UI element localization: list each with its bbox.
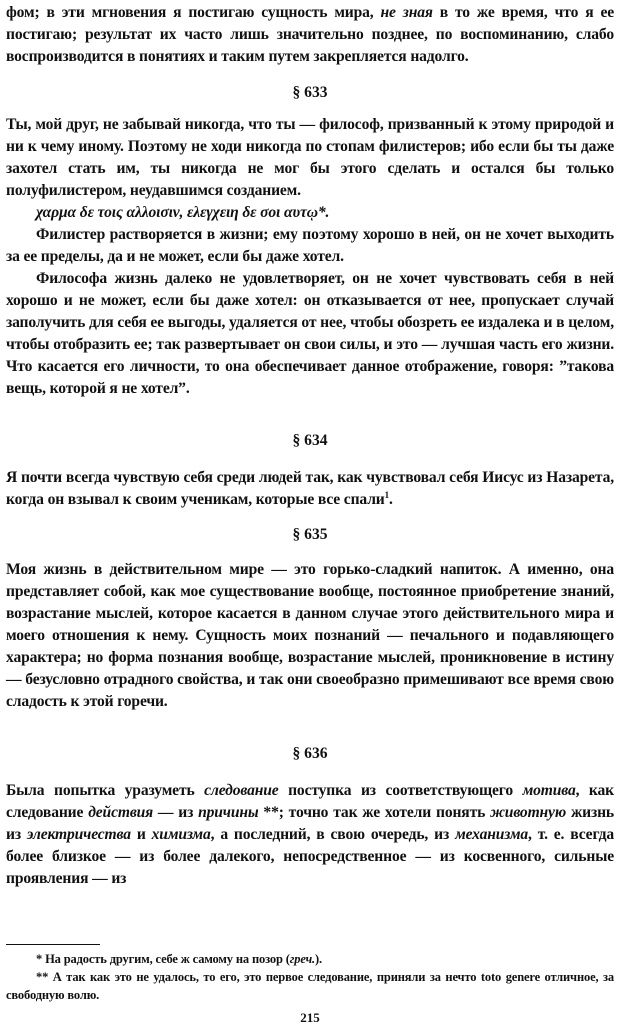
italic-run: причины <box>198 804 259 821</box>
italic-run: не зная <box>380 4 433 21</box>
italic-run: механизма <box>455 826 529 843</box>
page-body <box>6 2 614 890</box>
text-run: Филистер растворяется в жизни; ему поэтому хорошо в ней, он не хочет выходить за ее пределы, да и не может, если бы даже хотел. <box>6 226 614 265</box>
italic-run: химизма <box>151 826 211 843</box>
text-run: жизнь из <box>6 804 615 843</box>
text-run: Моя жизнь в действительном мире — это горько-сладкий напиток. А именно, она представляет собой, как мое существование вообще, постоянное приобретение знаний, возрастание мыслей, которое касается в данном случае этого действительного мира и моего отношения к нему. Сущность моих познаний — печального и подавляющего характера; но форма познания вообще, возрастание мыслей, проникновение в истину — безусловно отрадного свойства, и так они своеобразно примешивают все время свою сладость к этой горечи. <box>6 561 614 710</box>
page-number: 215 <box>300 1010 320 1025</box>
paragraph-633-1 <box>6 114 614 202</box>
footnote-2 <box>6 968 614 1004</box>
paragraph-intro <box>6 2 614 68</box>
text-run: Ты, мой друг, не забывай никогда, что ты — философ, призванный к этому природой и ни к чему иному. Поэтому не ходи никогда по стопам филистеров; ибо если бы ты даже захотел стать им, ты никогда не мог бы этого сделать и остался бы только полуфилистером, неудавшимся созданием. <box>6 116 614 199</box>
text-run: поступка из соответствующего <box>278 782 523 799</box>
text-run: ** А так как это не удалось, то его, это первое следование, приняли за нечто toto genere отличное, за свободную волю. <box>6 970 614 1002</box>
italic-run: следование <box>204 782 279 799</box>
text-run: , т. е. всегда более близкое — из более далекого, непосредственное — из косвенного, сильные проявления — из <box>6 826 614 887</box>
section-heading-633: § 633 <box>292 84 328 101</box>
footnotes <box>6 950 614 1004</box>
section-heading-634: § 634 <box>292 432 328 449</box>
text-run: фом; в эти мгновения я постигаю сущность мира, <box>6 4 381 21</box>
italic-run: греч. <box>289 952 315 966</box>
italic-run: мотива <box>522 782 576 799</box>
text-run: * На радость другим, себе ж самому на позор ( <box>36 952 290 966</box>
text-run: . <box>389 491 393 508</box>
footnote-1 <box>6 950 614 968</box>
paragraph-635 <box>6 559 614 713</box>
footnote-divider <box>6 944 100 945</box>
text-run: в то же время, что я ее постигаю; результат их часто лишь значительно позднее, по воспоминанию, слабо воспроизводится в понятиях и таким путем закрепляется надолго. <box>6 4 615 65</box>
text-run: Философа жизнь далеко не удовлетворяет, он не хочет чувствовать себя в ней хорошо и не может, если бы даже хотел: он отказывается от нее, пропускает случай заполучить для себя ее выгоды, удаляется от нее, чтобы обозреть ее издалека и в целом, чтобы отобразить ее; так развертывает он свои силы, и это — лучшая часть его жизни. Что касается его личности, то она обеспечивает данное отображение, говоря: ”такова вещь, которой я не хотел”. <box>6 270 614 397</box>
text-run: и <box>130 826 152 843</box>
text-run: , а последний, в свою очередь, из <box>210 826 456 843</box>
text-run: — из <box>153 804 199 821</box>
italic-run: действия <box>88 804 154 821</box>
section-heading-636: § 636 <box>292 745 328 762</box>
text-run: , как следование <box>6 782 615 821</box>
paragraph-636 <box>6 780 614 890</box>
paragraph-633-3 <box>6 268 614 400</box>
section-heading-635: § 635 <box>292 526 328 543</box>
paragraph-633-2 <box>6 224 614 268</box>
text-run: **; точно так же хотели понять <box>258 804 491 821</box>
footnote-ref: 1 <box>384 489 389 500</box>
italic-run: электричества <box>26 826 131 843</box>
paragraph-634 <box>6 467 614 511</box>
text-run: Была попытка уразуметь <box>6 782 205 799</box>
text-run: ). <box>314 952 322 966</box>
text-run: Я почти всегда чувствую себя среди людей так, как чувствовал себя Иисус из Назарета, когда он взывал к своим ученикам, которые все спали <box>6 469 614 508</box>
italic-run: животную <box>490 804 567 821</box>
greek-quote: χαρμα δε τοις αλλοισιν, ελεγχειη δε σοι αυτῳ*. <box>36 204 330 221</box>
